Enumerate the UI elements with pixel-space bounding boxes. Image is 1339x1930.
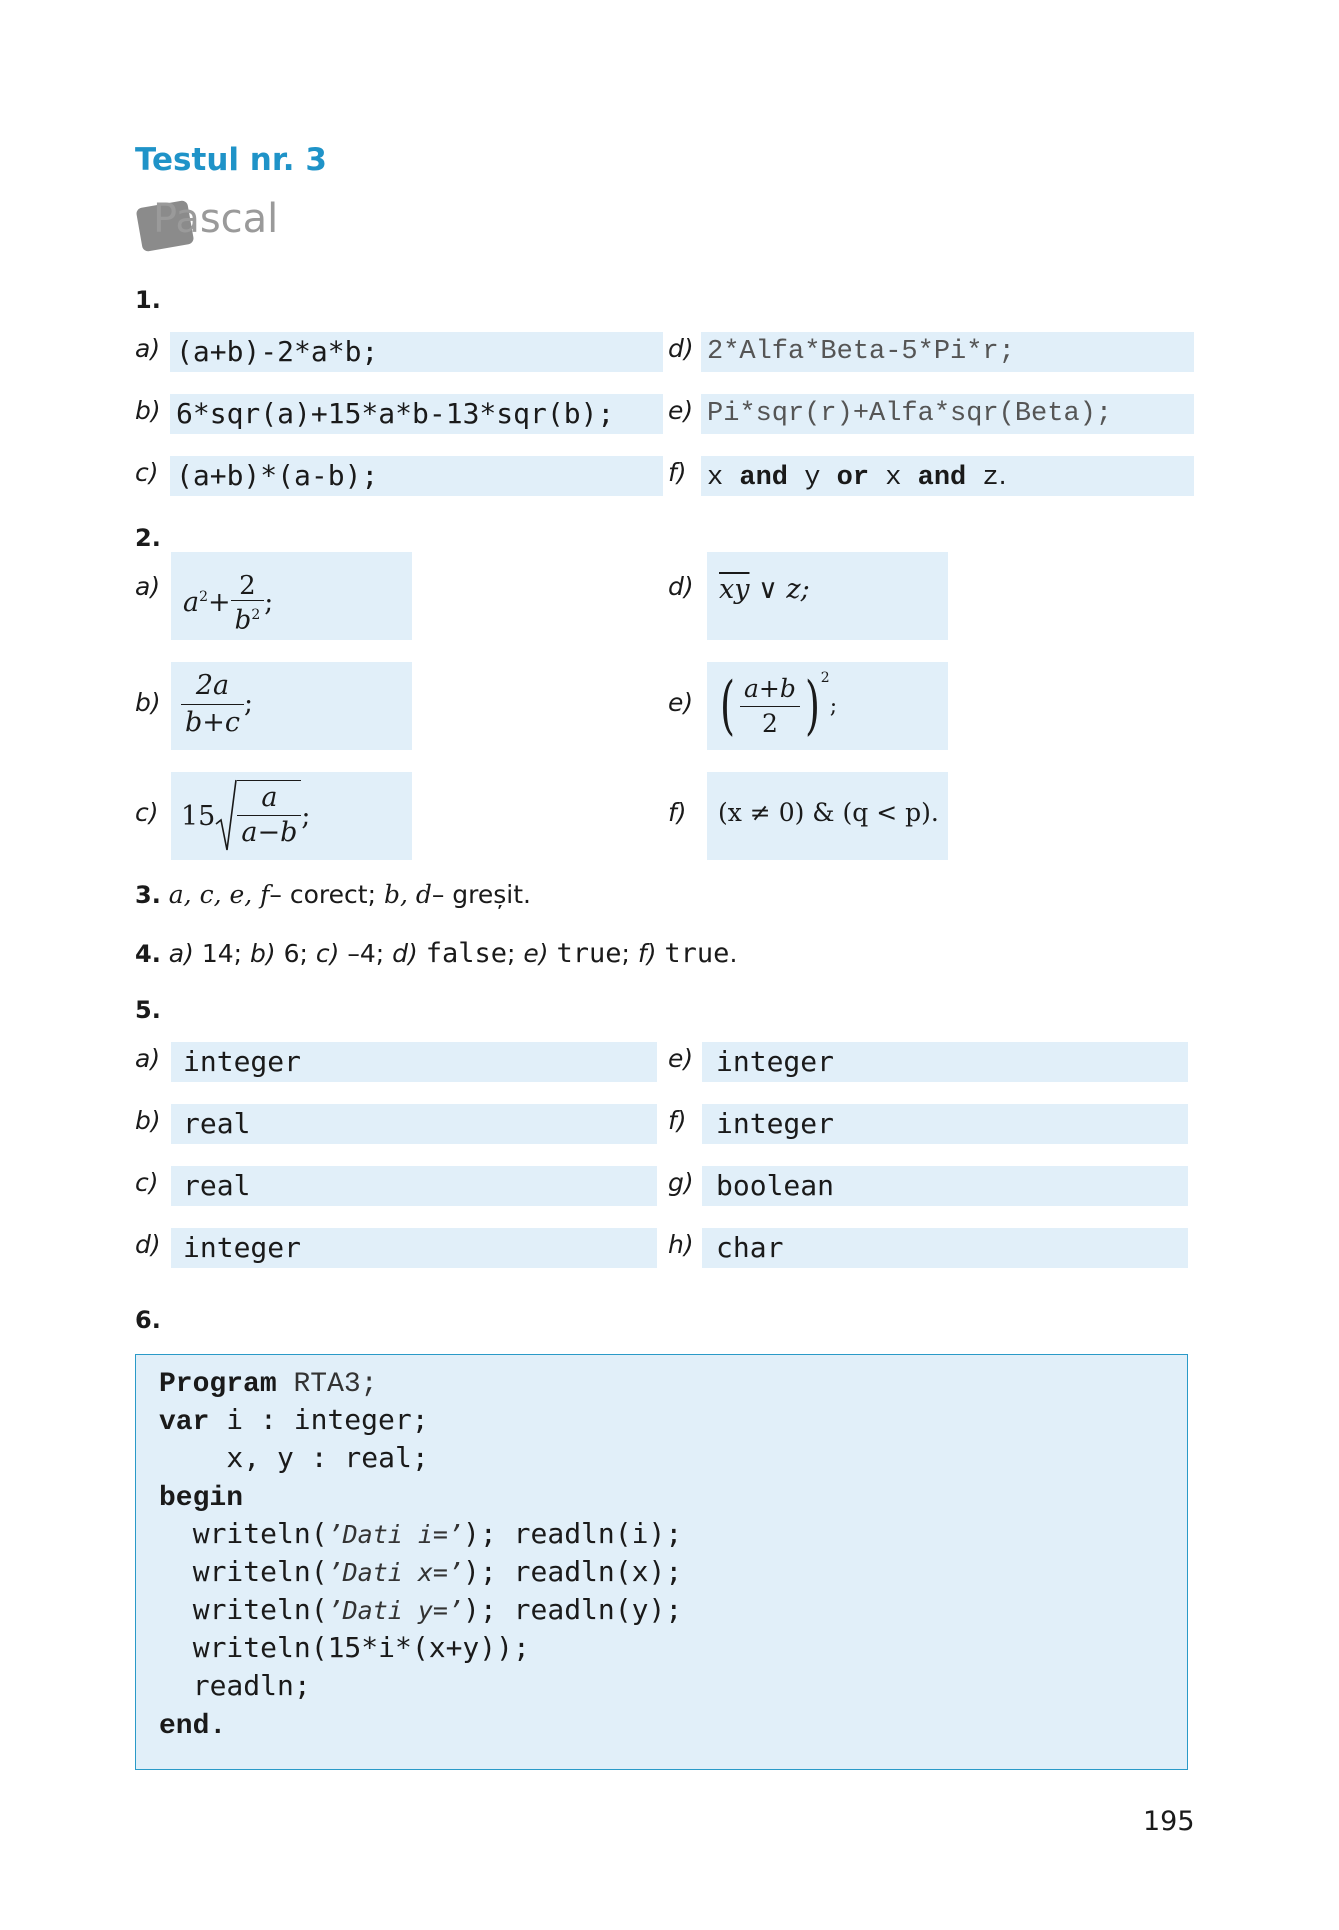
code-line-writeln-y — [159, 1593, 682, 1626]
code-text: writeln( — [159, 1593, 328, 1626]
fraction-numerator: 2 — [231, 572, 265, 601]
math-var: b — [234, 605, 252, 636]
q1-answer-a: (a+b)-2*a*b; — [170, 332, 663, 372]
q3-wrong-word: – greșit. — [431, 880, 532, 909]
q5-answer-a: integer — [171, 1042, 657, 1082]
q2-answer-e — [707, 662, 948, 750]
code-line-writeln-i — [159, 1517, 682, 1550]
q1-label-a: a) — [135, 334, 161, 363]
q4-label: e) — [523, 939, 549, 968]
code-string: ’Dati x=’ — [327, 1558, 464, 1587]
q5-answer-c: real — [171, 1166, 657, 1206]
q5-label-g: g) — [668, 1168, 694, 1197]
q4-value: false — [425, 938, 507, 969]
q1-label-b: b) — [135, 396, 161, 425]
code-text: ); readln(y); — [463, 1593, 683, 1626]
code-text: ); readln(i); — [463, 1517, 683, 1550]
math-exp: 2 — [251, 607, 261, 623]
code-keyword: Program — [159, 1369, 277, 1400]
q3-number: 3. — [135, 881, 161, 909]
right-paren: ) — [804, 669, 820, 743]
code-text: writeln( — [159, 1555, 328, 1588]
q2-label-c: c) — [135, 798, 159, 827]
q5-label-h: h) — [668, 1230, 694, 1259]
q2-answer-a — [171, 552, 412, 640]
q1-answer-f — [701, 456, 1194, 496]
q4-label: c) — [315, 939, 340, 968]
fraction-denominator: 2 — [761, 708, 778, 738]
radical-sign — [215, 778, 237, 854]
q2-label-e: e) — [668, 688, 694, 717]
left-paren: ( — [719, 669, 735, 743]
program-code-block — [135, 1354, 1188, 1770]
pascal-logo — [135, 196, 285, 266]
code-line-program — [159, 1365, 378, 1400]
code-token: . — [998, 461, 1007, 490]
q2-answer-c — [171, 772, 412, 860]
code-keyword: end. — [159, 1711, 227, 1742]
code-line-var — [159, 1403, 429, 1438]
q3-wrong-list: b, d — [383, 880, 432, 909]
fraction-numerator: a+b — [740, 672, 800, 707]
q4-sep: ; — [621, 939, 630, 968]
q1-answer-d: 2*Alfa*Beta-5*Pi*r; — [701, 332, 1194, 372]
q2-answer-d — [707, 552, 948, 640]
q4-value: 6; — [283, 939, 308, 968]
q5-answer-b: real — [171, 1104, 657, 1144]
q5-answer-e: integer — [702, 1042, 1188, 1082]
math-var: a — [183, 586, 200, 618]
q5-number: 5. — [135, 996, 161, 1024]
q4-value: true — [664, 938, 730, 969]
math-coef: 15 — [181, 800, 216, 832]
code-line-var2: x, y : real; — [159, 1441, 429, 1474]
q1-label-f: f) — [668, 458, 687, 487]
math-exp: 2 — [820, 670, 830, 686]
q4-sep: ; — [506, 939, 516, 968]
q4-line — [135, 938, 737, 969]
q2-label-d: d) — [668, 572, 694, 601]
math-end: ; — [301, 800, 311, 832]
q2-answer-b — [171, 662, 412, 750]
q2-label-b: b) — [135, 688, 161, 717]
fraction-numerator: 2a — [181, 668, 244, 705]
fraction-numerator: a — [237, 781, 301, 816]
q1-number: 1. — [135, 286, 161, 314]
math-expression: (x ≠ 0) & (q < p). — [718, 798, 939, 827]
code-line-writeln-x — [159, 1555, 682, 1588]
code-text: writeln( — [159, 1517, 328, 1550]
q2-number: 2. — [135, 524, 161, 552]
code-keyword: var — [159, 1407, 210, 1438]
page-number: 195 — [1143, 1806, 1195, 1837]
q1-label-c: c) — [135, 458, 159, 487]
code-token: x — [707, 463, 724, 493]
code-line-writeln-result: writeln(15*i*(x+y)); — [159, 1631, 530, 1664]
math-fraction — [231, 572, 265, 635]
page-title: Testul nr. 3 — [135, 142, 327, 178]
q4-value: –4; — [347, 939, 385, 968]
fraction-denominator — [231, 601, 265, 635]
code-line-begin — [159, 1479, 243, 1514]
q3-correct-word: – corect; — [269, 880, 376, 909]
program-name: RTA3; — [293, 1369, 378, 1400]
code-keyword: or — [836, 463, 870, 493]
q5-label-e: e) — [668, 1044, 694, 1073]
q5-answer-d: integer — [171, 1228, 657, 1268]
math-fraction — [181, 668, 244, 741]
q5-label-d: d) — [135, 1230, 161, 1259]
code-string: ’Dati y=’ — [327, 1596, 464, 1625]
code-keyword: begin — [159, 1483, 244, 1514]
q4-sep: . — [729, 939, 738, 968]
code-token: z — [982, 463, 999, 493]
q1-answer-e: Pi*sqr(r)+Alfa*sqr(Beta); — [701, 394, 1194, 434]
math-fraction — [740, 672, 800, 741]
q5-label-f: f) — [668, 1106, 687, 1135]
math-exp: 2 — [199, 588, 209, 605]
code-line-readln: readln; — [159, 1669, 311, 1702]
math-rest: ∨ z; — [758, 574, 810, 605]
q6-number: 6. — [135, 1306, 161, 1334]
math-negated-term: $\overline{xy}$ — [719, 574, 750, 605]
code-keyword: and — [917, 463, 967, 493]
code-token: y — [804, 463, 821, 493]
fraction-denominator: a−b — [241, 817, 298, 848]
q5-label-c: c) — [135, 1168, 159, 1197]
q1-label-e: e) — [668, 396, 694, 425]
math-fraction — [237, 780, 301, 850]
q1-answer-b: 6*sqr(a)+15*a*b-13*sqr(b); — [170, 394, 663, 434]
code-keyword: and — [739, 463, 789, 493]
q5-answer-g: boolean — [702, 1166, 1188, 1206]
q5-label-a: a) — [135, 1044, 161, 1073]
q4-label: d) — [392, 939, 418, 968]
q4-number: 4. — [135, 940, 161, 968]
q5-answer-h: char — [702, 1228, 1188, 1268]
logo-text: Pascal — [153, 196, 279, 242]
q5-label-b: b) — [135, 1106, 161, 1135]
math-end: ; — [829, 693, 838, 719]
q3-line — [135, 880, 531, 909]
math-end: ; — [244, 688, 254, 719]
q5-answer-f: integer — [702, 1104, 1188, 1144]
q2-label-f: f) — [668, 798, 687, 827]
fraction-denominator: b+c — [185, 707, 241, 738]
code-line-end — [159, 1707, 226, 1742]
code-text: ); readln(x); — [463, 1555, 683, 1588]
code-token: x — [885, 463, 902, 493]
q4-label: f) — [637, 939, 657, 968]
q4-label: b) — [250, 939, 276, 968]
q4-label: a) — [168, 939, 194, 968]
q2-label-a: a) — [135, 572, 161, 601]
math-end: ; — [264, 586, 274, 618]
q3-correct-list: a, c, e, f — [168, 880, 270, 909]
q4-value: 14; — [201, 939, 243, 968]
q1-answer-c: (a+b)*(a-b); — [170, 456, 663, 496]
q1-label-d: d) — [668, 334, 694, 363]
code-text: i : integer; — [209, 1403, 429, 1436]
q4-value: true — [556, 938, 622, 969]
math-op: + — [208, 586, 231, 618]
q2-answer-f — [707, 772, 948, 860]
code-string: ’Dati i=’ — [327, 1520, 464, 1549]
